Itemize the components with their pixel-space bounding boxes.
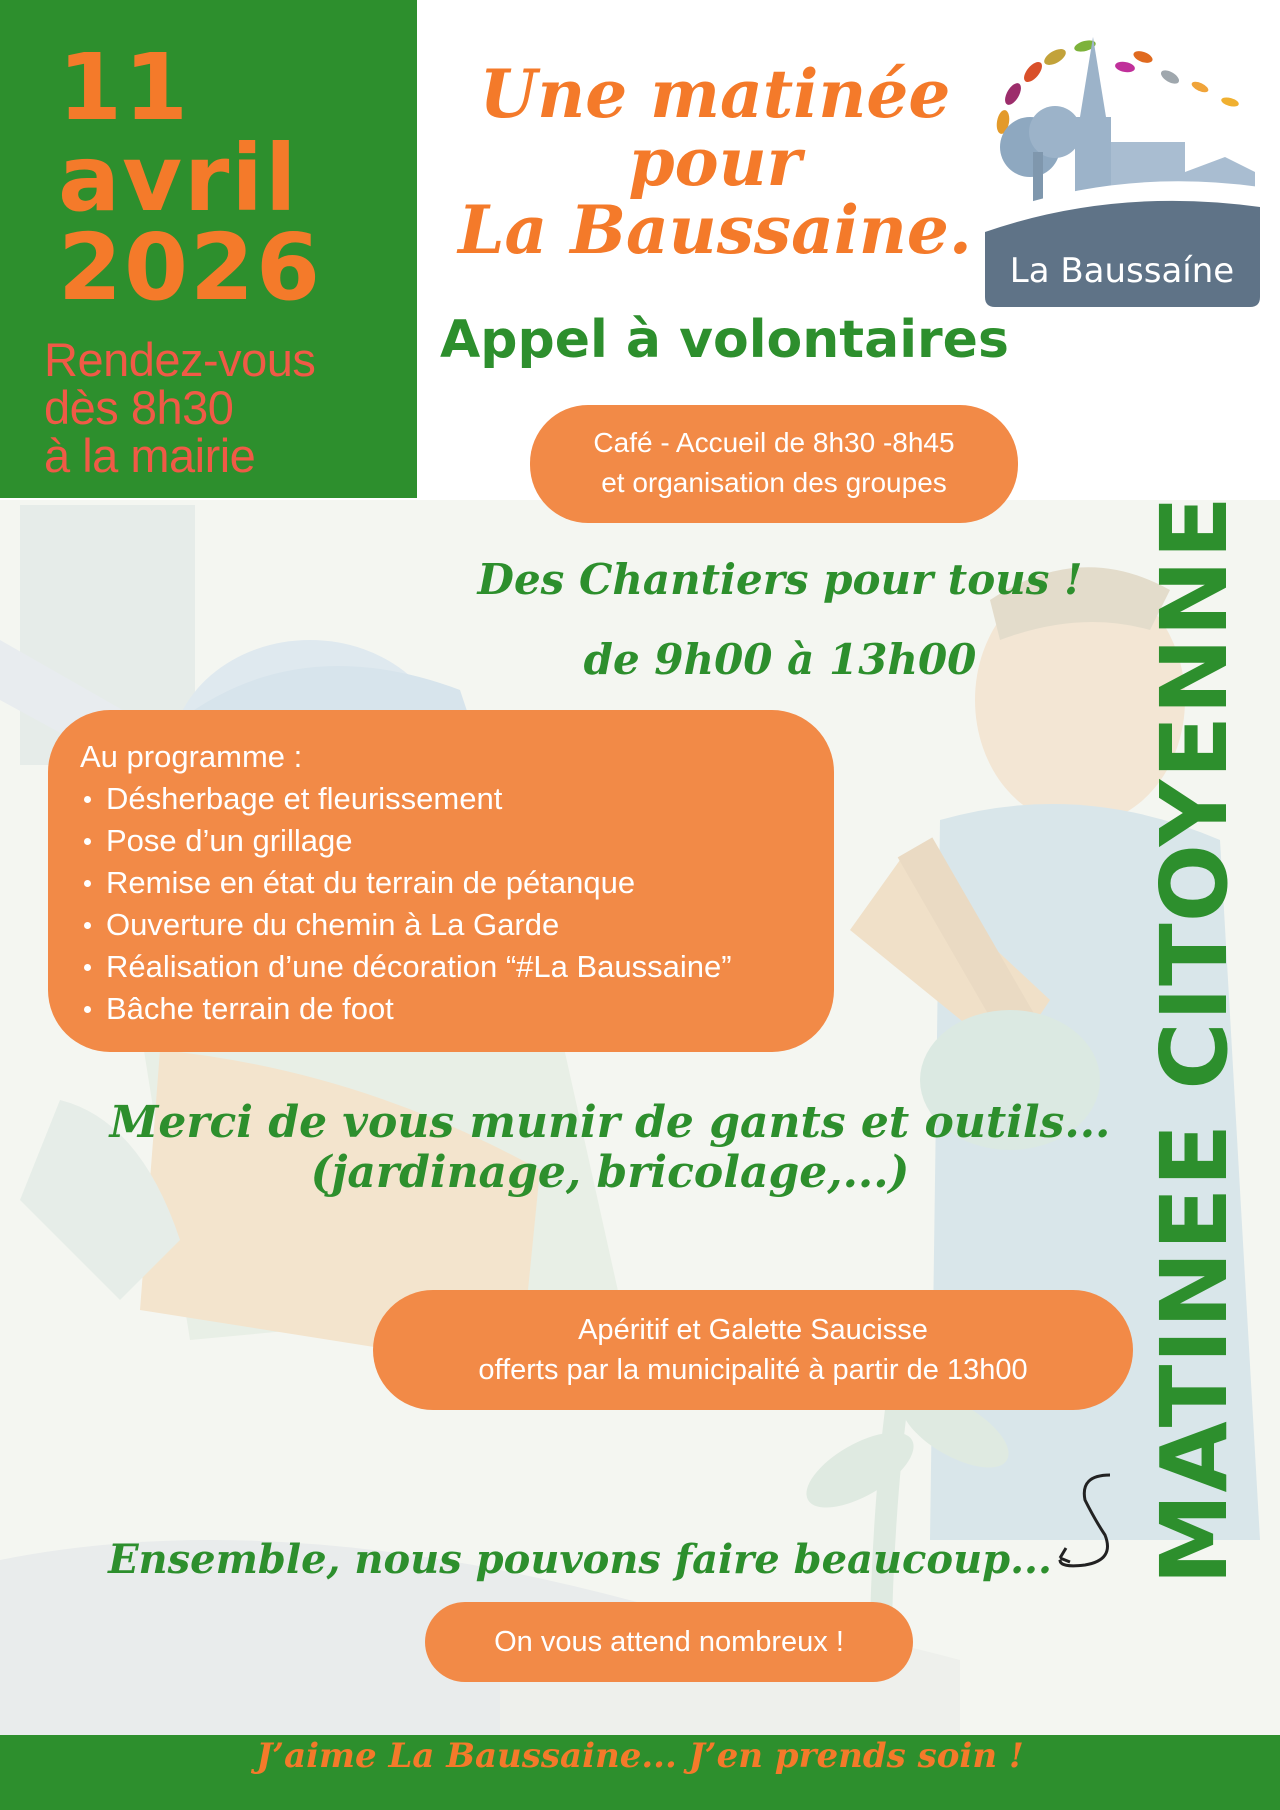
footer-band [0,1735,1280,1810]
together-slogan: Ensemble, nous pouvons faire beaucoup... [108,1536,1052,1583]
merci-line: (jardinage, bricolage,...) [310,1147,910,1198]
volunteer-call: Appel à volontaires [440,310,1009,370]
cafe-line: Café - Accueil de 8h30 -8h45 [593,427,955,458]
bring-tools-note [80,1098,1140,1198]
work-sites-heading [420,540,1140,700]
headline-line: pour [628,123,802,201]
program-item: Bâche terrain de foot [106,988,804,1030]
meeting-info [44,333,316,482]
meeting-line: Rendez-vous [44,333,316,386]
vertical-title: MATINEE CITOYENNE [1141,494,1248,1586]
aperitif-line: Apéritif et Galette Saucisse [578,1314,928,1346]
merci-line: Merci de vous munir de gants et outils... [109,1097,1111,1148]
date-month: avril [58,125,299,232]
program-item: Désherbage et fleurissement [106,778,804,820]
footer-slogan: J’aime La Baussaine... J’en prends soin ! [256,1736,1024,1776]
cafe-line: et organisation des groupes [601,467,947,498]
program-item: Réalisation d’une décoration “#La Baussaine” [106,946,804,988]
date-day: 11 [58,34,191,141]
logo-label: La Baussaíne [1009,251,1235,291]
work-sites-hours: de 9h00 à 13h00 [583,635,977,684]
headline-line: Une matinée [479,55,951,133]
program-item: Ouverture du chemin à La Garde [106,904,804,946]
program-item: Remise en état du terrain de pétanque [106,862,804,904]
date-year: 2026 [58,214,323,321]
headline-line: La Baussaine. [458,191,972,269]
program-box [48,710,834,1052]
village-logo [985,32,1260,307]
welcome-coffee-pill [530,405,1018,523]
welcome-pill: On vous attend nombreux ! [425,1602,913,1682]
program-title: Au programme : [80,739,303,774]
date-block [0,0,417,498]
program-item: Pose d’un grillage [106,820,804,862]
aperitif-line: offerts par la municipalité à partir de 13h00 [478,1354,1028,1386]
meeting-line: à la mairie [44,429,256,482]
aperitif-pill [373,1290,1133,1410]
curly-arrow-icon [1050,1470,1130,1580]
work-sites-title: Des Chantiers pour tous ! [477,555,1083,604]
headline [425,55,1005,269]
meeting-line: dès 8h30 [44,381,234,434]
program-list [80,778,804,1030]
